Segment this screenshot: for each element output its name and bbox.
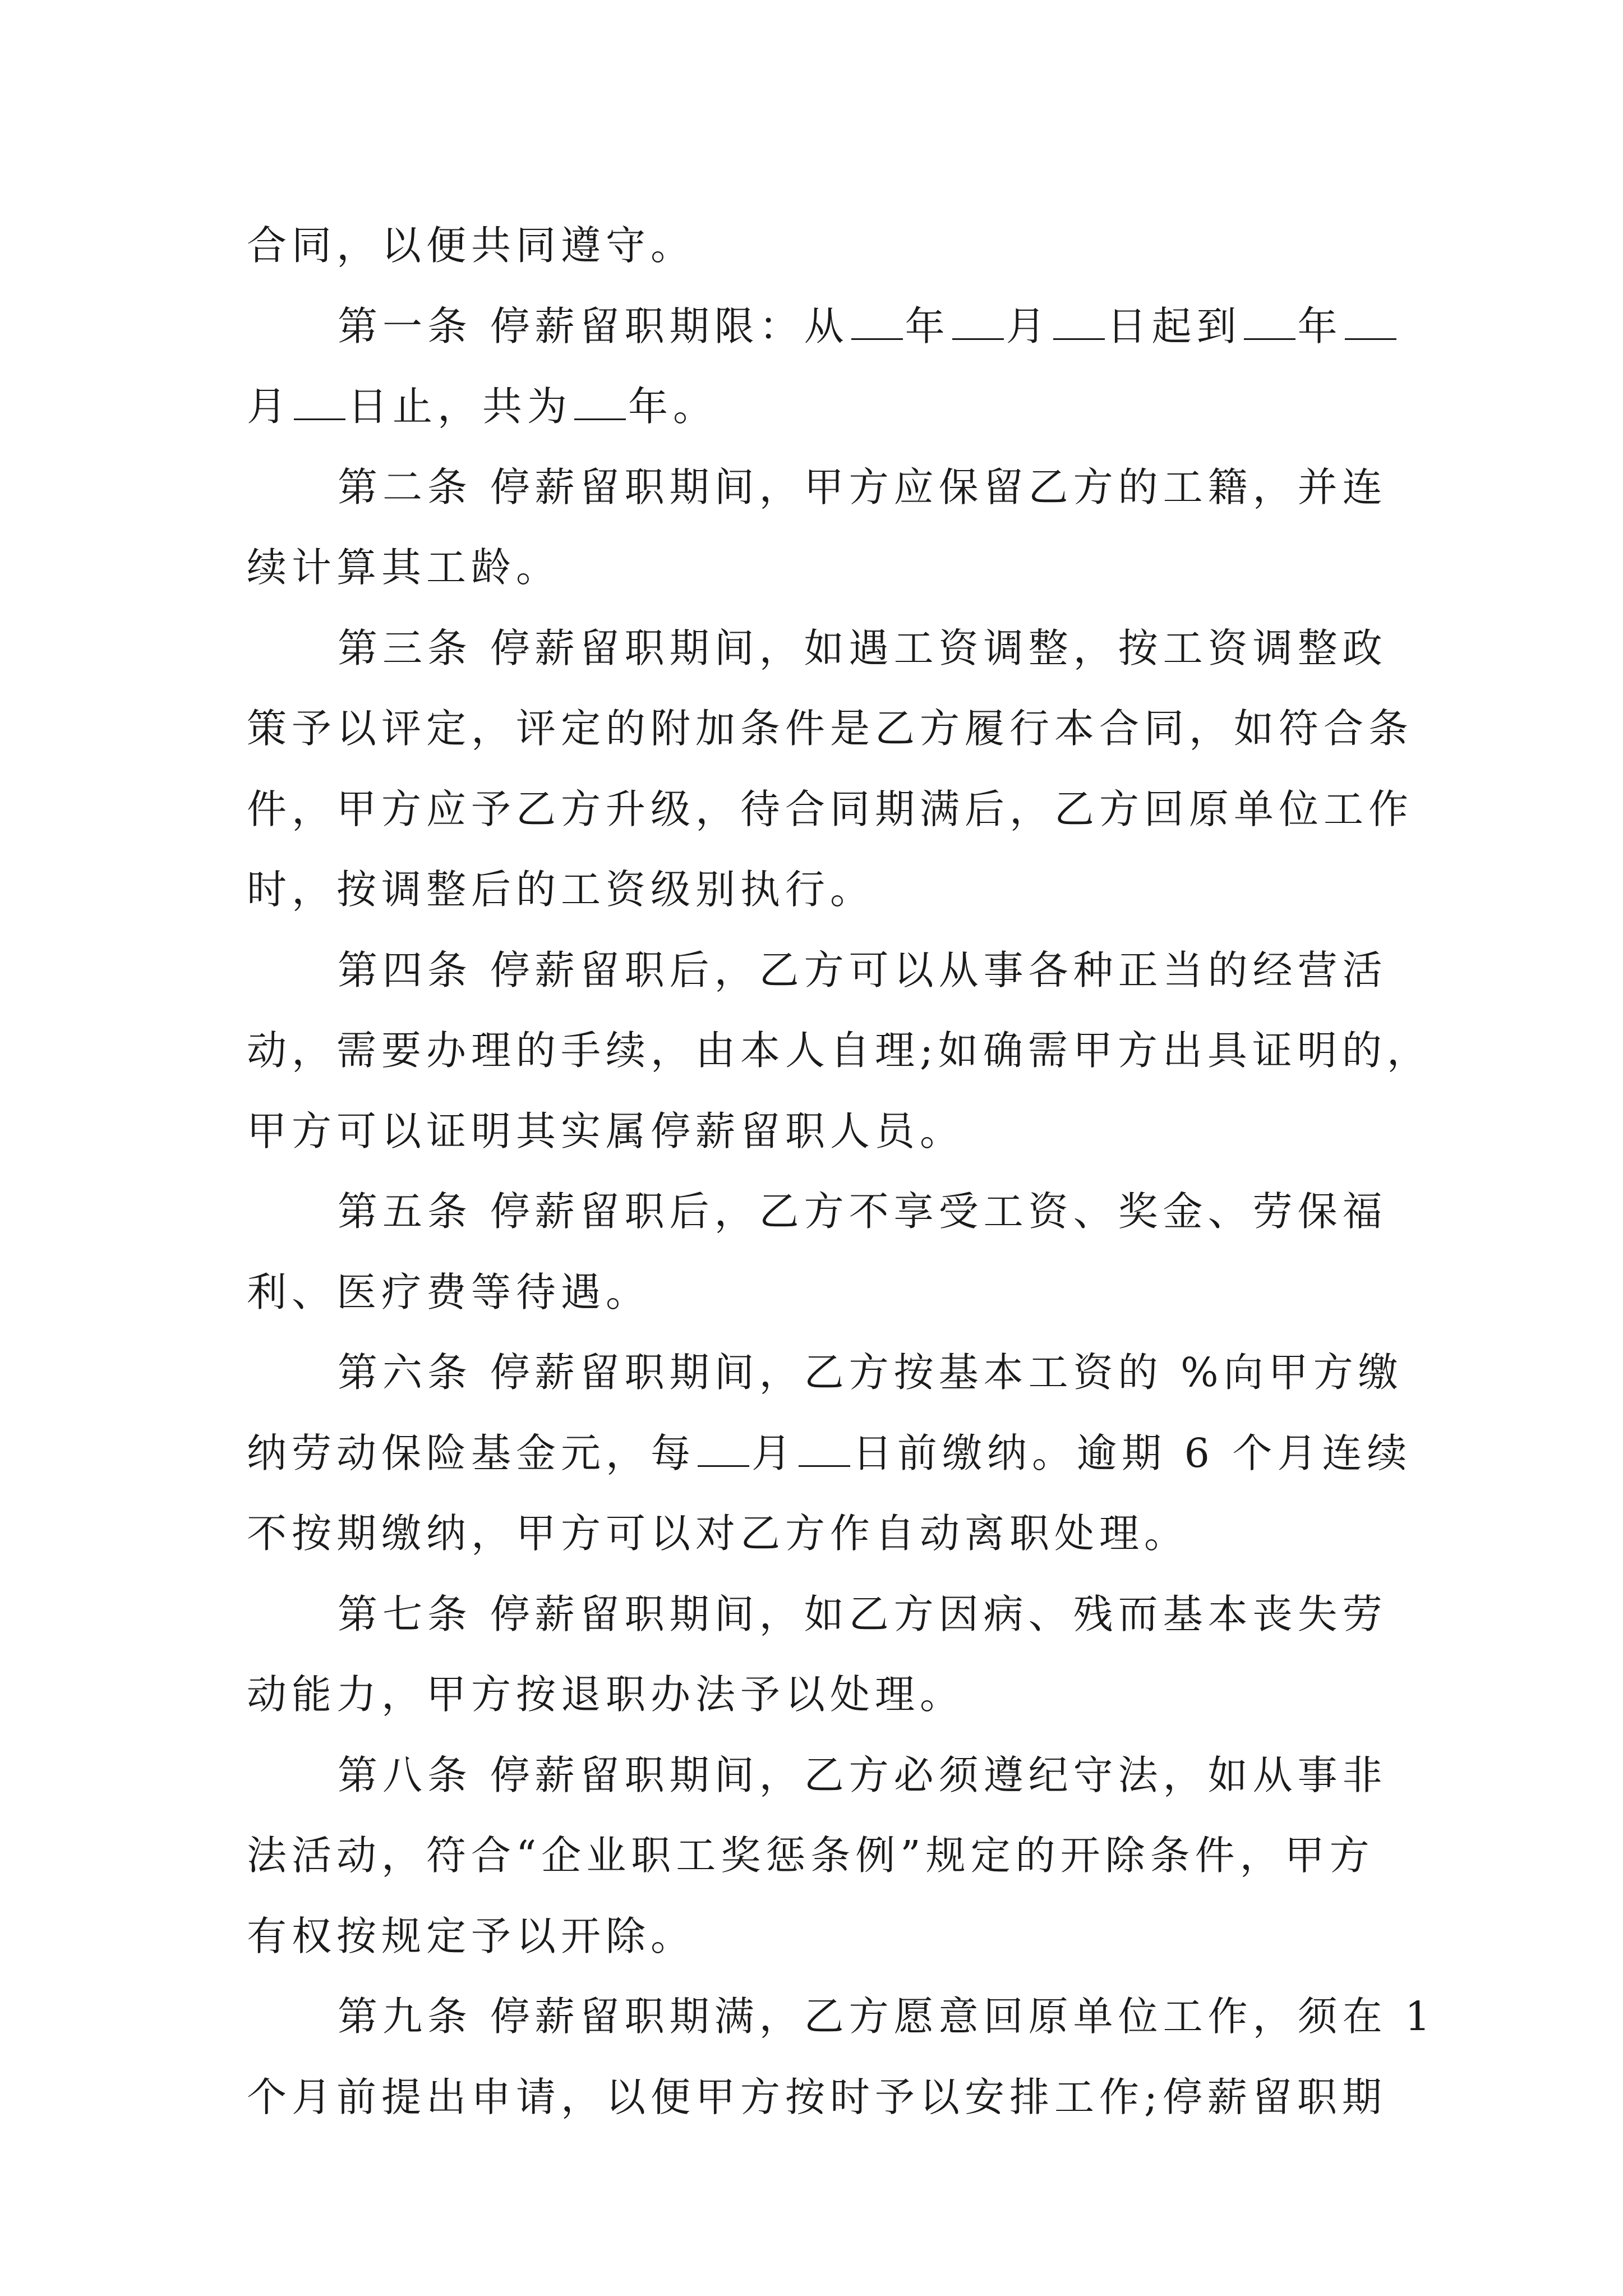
article-6-line-2: 纳劳动保险基金元，每 月 日前缴纳。逾期 6 个月连续: [247, 1429, 1412, 1476]
article-2-line-1: 第二条 停薪留职期间，甲方应保留乙方的工籍，并连: [338, 463, 1387, 510]
blank-field: [574, 384, 626, 420]
contract-body: [247, 205, 1436, 2137]
article-5-line-1: 第五条 停薪留职后，乙方不享受工资、奖金、劳保福: [338, 1188, 1387, 1235]
article-6-line-3: 不按期缴纳，甲方可以对乙方作自动离职处理。: [247, 1510, 1189, 1557]
article-3-line-1: 第三条 停薪留职期间，如遇工资调整，按工资调整政: [338, 624, 1387, 671]
blank-field: [952, 303, 1004, 340]
article-8-line-1: 第八条 停薪留职期间，乙方必须遵纪守法，如从事非: [338, 1751, 1387, 1798]
article-3-line-2: 策予以评定，评定的附加条件是乙方履行本合同，如符合条: [247, 705, 1414, 752]
article-2-line-2: 续计算其工龄。: [247, 544, 561, 591]
article-9-line-2: 个月前提出申请，以便甲方按时予以安排工作;停薪留职期: [247, 2073, 1387, 2120]
article-5-line-2: 利、医疗费等待遇。: [247, 1268, 651, 1315]
article-1-line-2: 月 日止，共为 年。: [247, 383, 718, 430]
blank-field: [851, 303, 903, 340]
article-4-line-3: 甲方可以证明其实属停薪留职人员。: [247, 1107, 965, 1154]
blank-field: [799, 1430, 850, 1467]
blank-field: [294, 384, 345, 420]
article-7-line-1: 第七条 停薪留职期间，如乙方因病、残而基本丧失劳: [338, 1590, 1387, 1637]
blank-field: [1053, 303, 1105, 340]
article-7-line-2: 动能力，甲方按退职办法予以处理。: [247, 1671, 965, 1718]
blank-field: [1244, 303, 1295, 340]
text-line: 合同，以便共同遵守。: [247, 222, 696, 269]
article-8-line-3: 有权按规定予以开除。: [247, 1912, 696, 1959]
article-3-line-3: 件，甲方应予乙方升级，待合同期满后，乙方回原单位工作: [247, 785, 1414, 832]
article-6-line-1: 第六条 停薪留职期间，乙方按基本工资的 %向甲方缴: [338, 1349, 1403, 1396]
article-1-line-1: 第一条 停薪留职期限：从 年 月 日起到 年: [247, 286, 1382, 367]
blank-field: [1345, 303, 1396, 340]
article-4-line-2: 动，需要办理的手续，由本人自理;如确需甲方出具证明的，: [247, 1027, 1432, 1074]
article-8-line-2: 法活动，符合“企业职工奖惩条例”规定的开除条件，甲方: [247, 1832, 1375, 1879]
article-3-line-4: 时，按调整后的工资级别执行。: [247, 866, 875, 913]
blank-field: [698, 1430, 749, 1467]
article-4-line-1: 第四条 停薪留职后，乙方可以从事各种正当的经营活: [338, 946, 1387, 993]
article-9-line-1: 第九条 停薪留职期满，乙方愿意回原单位工作，须在 1: [338, 1993, 1436, 2040]
